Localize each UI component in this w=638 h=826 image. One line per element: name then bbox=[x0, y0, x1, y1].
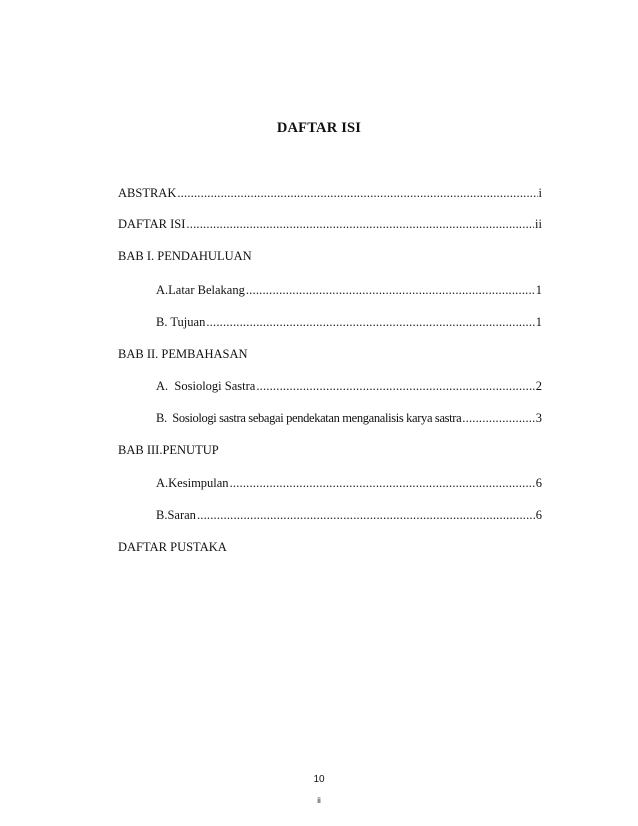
dot-leader bbox=[206, 313, 534, 331]
page-title: DAFTAR ISI bbox=[276, 120, 362, 136]
dot-leader bbox=[177, 184, 537, 202]
dot-leader bbox=[230, 474, 535, 492]
toc-entry-sosiologi-sastra[interactable] bbox=[156, 377, 542, 395]
toc-entry-label: B. Tujuan bbox=[156, 315, 206, 329]
toc-entry-tujuan[interactable] bbox=[156, 313, 542, 331]
toc-entry-kesimpulan[interactable] bbox=[156, 474, 542, 492]
toc-heading-bab-1[interactable]: BAB I. PENDAHULUAN bbox=[118, 249, 252, 263]
dot-leader bbox=[256, 377, 534, 395]
dot-leader bbox=[246, 281, 535, 299]
toc-entry-label: A.Kesimpulan bbox=[156, 476, 229, 490]
toc-entry-latar-belakang[interactable] bbox=[156, 281, 542, 299]
dot-leader bbox=[462, 409, 534, 427]
dot-leader bbox=[197, 506, 535, 524]
toc-entry-page: 6 bbox=[535, 476, 542, 490]
toc-entry-label: B.Saran bbox=[156, 508, 196, 522]
toc-entry-abstrak[interactable] bbox=[118, 184, 542, 202]
toc-entry-page: 2 bbox=[535, 379, 542, 393]
roman-page-number: ii bbox=[317, 796, 321, 805]
toc-heading-bab-3[interactable]: BAB III.PENUTUP bbox=[118, 443, 219, 457]
toc-entry-page: 1 bbox=[535, 283, 542, 297]
toc-entry-label: B. Sosiologi sastra sebagai pendekatan menganalisis karya sastra bbox=[156, 411, 462, 425]
toc-entry-label: DAFTAR ISI bbox=[118, 217, 186, 231]
toc-entry-label: A.Latar Belakang bbox=[156, 283, 245, 297]
toc-entry-sosiologi-pendekatan[interactable] bbox=[156, 409, 542, 427]
toc-heading-bab-2[interactable]: BAB II. PEMBAHASAN bbox=[118, 347, 248, 361]
page-number: 10 bbox=[313, 774, 325, 785]
toc-entry-saran[interactable] bbox=[156, 506, 542, 524]
toc-entry-label: ABSTRAK bbox=[118, 186, 177, 200]
toc-entry-page: 1 bbox=[535, 315, 542, 329]
toc-entry-page: i bbox=[538, 186, 542, 200]
toc-entry-page: 6 bbox=[535, 508, 542, 522]
toc-entry-page: ii bbox=[535, 217, 542, 231]
dot-leader bbox=[186, 215, 534, 233]
toc-entry-label: A. Sosiologi Sastra bbox=[156, 379, 256, 393]
toc-entry-page: 3 bbox=[535, 411, 542, 425]
toc-heading-daftar-pustaka[interactable]: DAFTAR PUSTAKA bbox=[118, 540, 227, 554]
toc-entry-daftar-isi[interactable] bbox=[118, 215, 542, 233]
